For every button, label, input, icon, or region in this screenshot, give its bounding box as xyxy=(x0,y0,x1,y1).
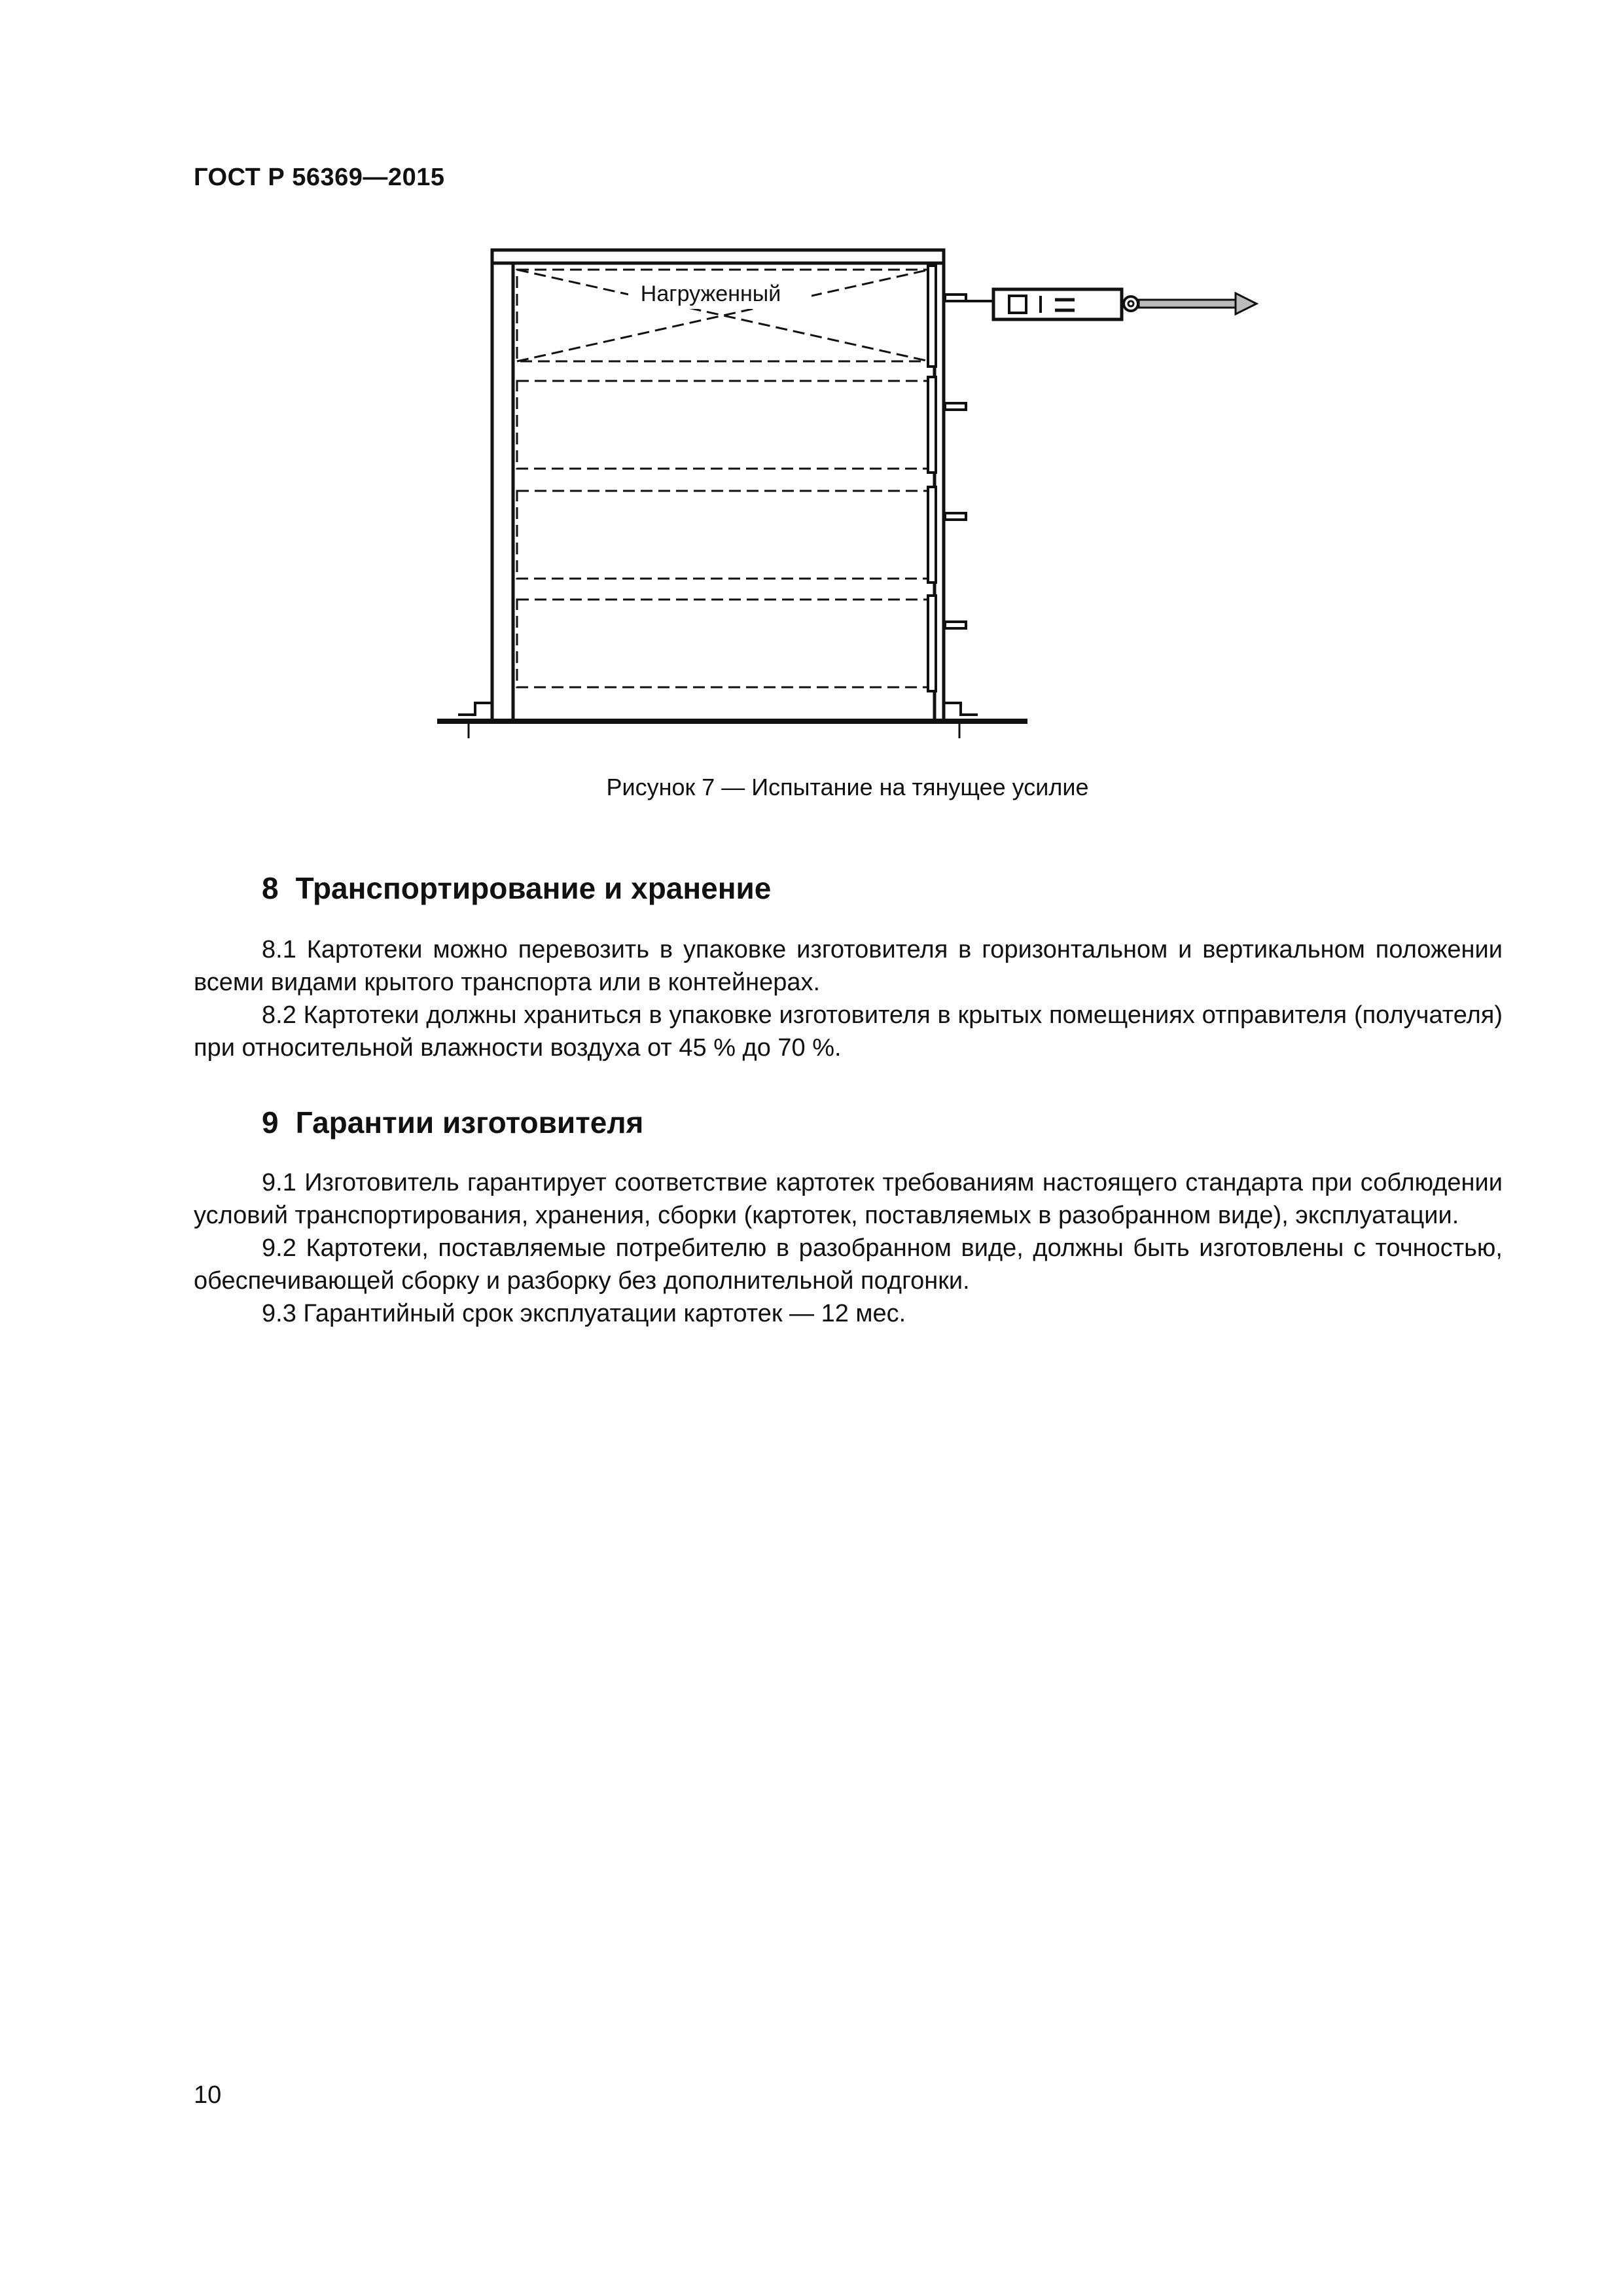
section-8-body xyxy=(194,933,1503,1064)
left-foot xyxy=(458,703,492,715)
drawer-label: Нагруженный xyxy=(640,281,781,306)
drawer-4 xyxy=(517,596,966,691)
section-9-title xyxy=(262,1105,643,1140)
section-heading: Транспортирование и хранение xyxy=(295,871,772,905)
dynamometer xyxy=(966,289,1138,319)
paragraph-9-3: 9.3 Гарантийный срок эксплуатации картотек — 12 мес. xyxy=(262,1300,906,1327)
section-8-title xyxy=(262,870,771,906)
figure-caption: Рисунок 7 — Испытание на тянущее усилие xyxy=(606,774,1089,800)
paragraph-8-1: 8.1 Картотеки можно перевозить в упаковке изготовителя в горизонтальном и вертикальном положении всеми видами крытого транспорта или в контейнерах. xyxy=(194,936,1503,996)
pull-arrow-icon xyxy=(1139,293,1257,314)
right-foot xyxy=(944,703,978,715)
figure-pull-test-diagram xyxy=(0,236,1623,759)
section-9-body xyxy=(194,1166,1503,1330)
paragraph-9-2: 9.2 Картотеки, поставляемые потребителю в разобранном виде, должны быть изготовлены с точностью, обеспечивающей сборку и разборку без дополнительной подгонки. xyxy=(194,1234,1503,1295)
document-header: ГОСТ Р 56369—2015 xyxy=(194,164,445,191)
cabinet-top-rail xyxy=(492,250,944,263)
section-heading: Гарантии изготовителя xyxy=(295,1105,644,1139)
drawer-3 xyxy=(517,487,966,583)
section-number: 9 xyxy=(262,1105,279,1139)
section-number: 8 xyxy=(262,871,279,905)
paragraph-8-2: 8.2 Картотеки должны храниться в упаковке изготовителя в крытых помещениях отправителя (получателя) при относительной влажности воздуха от 45 % до 70 %. xyxy=(194,1001,1503,1062)
page-number: 10 xyxy=(194,2081,222,2109)
paragraph-9-1: 9.1 Изготовитель гарантирует соответствие картотек требованиям настоящего стандарта при соблюдении условий транспортирования, хранения, сборки (картотек, поставляемых в разобранном виде), эксплуатации. xyxy=(194,1169,1503,1229)
drawer-2 xyxy=(517,377,966,473)
